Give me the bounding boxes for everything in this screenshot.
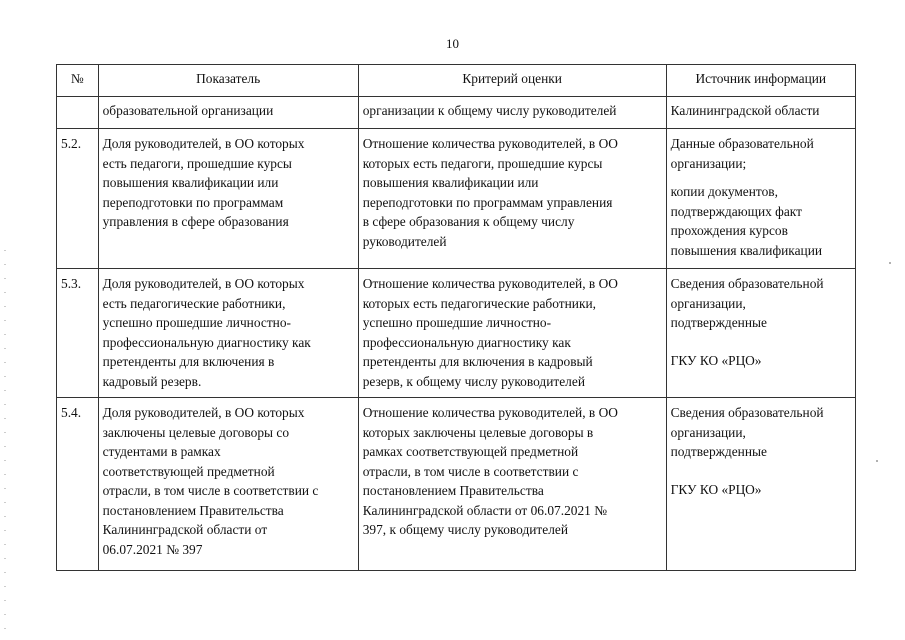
text-line: копии документов, [670, 184, 778, 199]
cell-criterion [358, 129, 666, 269]
cell-indicator [98, 129, 358, 269]
text-line: студентами в рамках [102, 444, 221, 459]
text-line: профессиональную диагностику как [102, 334, 311, 350]
text-line: рамках соответствующей предметной [362, 444, 579, 459]
text-line: Сведения образовательной [670, 276, 824, 291]
text-line: повышения квалификации или [102, 175, 279, 190]
page-number: 10 [446, 36, 459, 51]
text-line: Доля руководителей, в ОО которых [102, 405, 305, 420]
text-line: управления в сфере образования [102, 214, 289, 229]
cell-source: Калининградской области [666, 97, 855, 129]
cell-number: 5.3. [57, 269, 99, 398]
text-line: переподготовки по программам [102, 194, 284, 210]
text-line: подтверждающих факт [670, 203, 802, 219]
table-row [57, 129, 856, 269]
text-line: успешно прошедшие личностно- [362, 315, 552, 330]
cell-source [666, 398, 855, 571]
table-row-continuation [57, 97, 856, 129]
text-line: ГКУ КО «РЦО» [670, 481, 762, 497]
text-line: 06.07.2021 № 397 [102, 541, 203, 557]
text-line: подтвержденные [670, 315, 767, 330]
text-line: Доля руководителей, в ОО которых [102, 136, 305, 151]
text-line: соответствующей предметной [102, 463, 275, 479]
text-line: Калининградской области от [102, 522, 268, 537]
text-line: которых есть педагогические работники, [362, 295, 596, 311]
text-line: переподготовки по программам управления [362, 194, 613, 210]
text-line: заключены целевые договоры со [102, 424, 290, 440]
text-line: которых есть педагоги, прошедшие курсы [362, 155, 603, 171]
text-line: Отношение количества руководителей, в ОО [362, 405, 618, 420]
cell-indicator [98, 398, 358, 571]
text-line: 397, к общему числу руководителей [362, 522, 569, 537]
table-row [57, 398, 856, 571]
text-line: претенденты для включения в [102, 354, 275, 369]
cell-criterion: организации к общему числу руководителей [358, 97, 666, 129]
text-line: организации, [670, 295, 746, 311]
text-line: постановлением Правительства [362, 483, 544, 498]
cell-source [666, 269, 855, 398]
indicators-table [56, 64, 856, 571]
text-line: которых заключены целевые договоры в [362, 424, 594, 440]
header-criterion: Критерий оценки [358, 65, 666, 97]
cell-criterion [358, 269, 666, 398]
text-line: Доля руководителей, в ОО которых [102, 276, 305, 291]
text-line: повышения квалификации или [362, 175, 539, 190]
table-row [57, 269, 856, 398]
text-line: успешно прошедшие личностно- [102, 315, 291, 330]
text-line: кадровый резерв. [102, 373, 202, 389]
text-line: Отношение количества руководителей, в ОО [362, 276, 618, 291]
text-line: претенденты для включения в кадровый [362, 354, 593, 369]
header-source: Источник информации [666, 65, 855, 97]
text-line: подтвержденные [670, 444, 767, 459]
cell-number: 5.4. [57, 398, 99, 571]
text-line: есть педагоги, прошедшие курсы [102, 155, 292, 171]
text-line: резерв, к общему числу руководителей [362, 373, 585, 389]
scan-speck [876, 460, 878, 462]
cell-indicator [98, 269, 358, 398]
cell-source [666, 129, 855, 269]
cell-number: 5.2. [57, 129, 99, 269]
text-line: профессиональную диагностику как [362, 334, 571, 350]
table-header-row [57, 65, 856, 97]
text-line: в сфере образования к общему числу [362, 214, 575, 229]
header-indicator: Показатель [98, 65, 358, 97]
text-line: Сведения образовательной [670, 405, 824, 420]
text-line: отрасли, в том числе в соответствии с [362, 463, 579, 479]
text-line: отрасли, в том числе в соответствии с [102, 483, 319, 498]
text-line: повышения квалификации [670, 242, 823, 258]
cell-indicator: образовательной организации [98, 97, 358, 129]
text-line: ГКУ КО «РЦО» [670, 352, 762, 368]
text-line: организации; [670, 155, 747, 171]
cell-number [57, 97, 99, 129]
cell-criterion [358, 398, 666, 571]
header-number: № [57, 65, 99, 97]
text-line: Калининградской области от 06.07.2021 № [362, 502, 607, 518]
text-line: постановлением Правительства [102, 502, 284, 518]
text-line: организации, [670, 424, 746, 440]
scan-speck [889, 262, 891, 264]
scan-margin-marks [4, 250, 6, 630]
text-line: руководителей [362, 233, 447, 249]
text-line: Отношение количества руководителей, в ОО [362, 136, 618, 151]
text-line: прохождения курсов [670, 223, 788, 238]
text-line: Данные образовательной [670, 136, 814, 151]
text-line: есть педагогические работники, [102, 295, 286, 311]
